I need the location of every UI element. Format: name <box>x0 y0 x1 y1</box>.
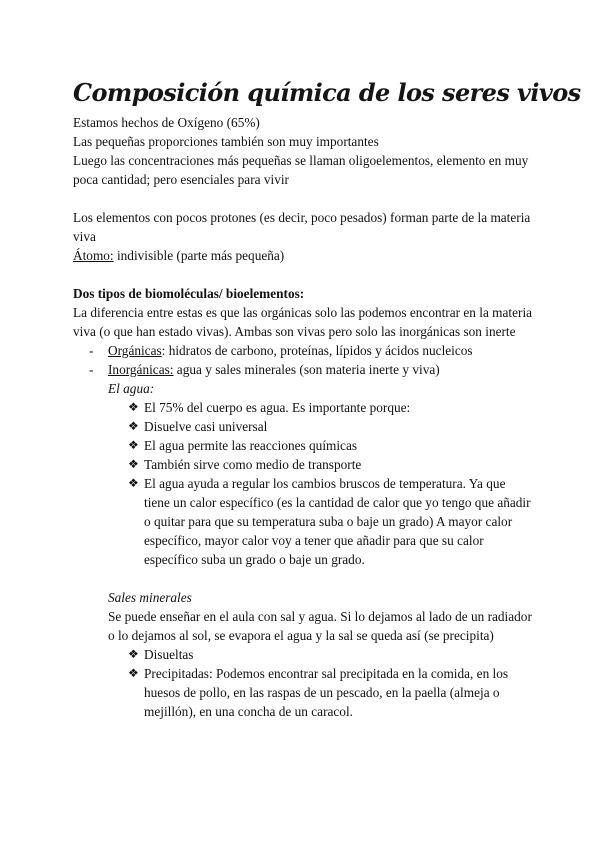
list-item: ❖ También sirve como medio de transporte <box>128 457 362 472</box>
organic-text: : hidratos de carbono, proteínas, lípidos y ácidos nucleicos <box>161 343 473 358</box>
document-page <box>73 78 581 721</box>
atom-definition <box>73 246 533 265</box>
biomolecules-heading: Dos tipos de biomoléculas/ bioelementos: <box>73 286 305 301</box>
salts-paragraph: Se puede enseñar en el aula con sal y agua. Si lo dejamos al lado de un radiador o lo dejamos al sol, se evapora el agua y la sal se queda así (se precipita) <box>108 609 532 643</box>
list-item: ❖ Precipitadas: Podemos encontrar sal precipitada en la comida, en los huesos de pollo, en las raspas de un pescado, en la paella (almeja o mejillón), en una concha de un caracol. <box>128 666 509 719</box>
intro-line-1: Estamos hechos de Oxígeno (65%) <box>73 115 260 130</box>
list-item: ❖ El agua ayuda a regular los cambios bruscos de temperatura. Ya que tiene un calor específico (es la cantidad de calor que yo tengo que añadir o quitar para que su temperatura suba o baje un grado) A mayor calor específico, mayor calor voy a tener que añadir para que su calor específico suba un grado o baje un grado. <box>128 476 531 567</box>
inorganic-text: agua y sales minerales (son materia inerte y viva) <box>173 362 440 377</box>
list-item-inorganic <box>89 360 533 379</box>
list-item: ❖ Disuelve casi universal <box>128 419 268 434</box>
list-item: ❖ El 75% del cuerpo es agua. Es importante porque: <box>128 400 411 415</box>
diamond-bullet-icon: ❖ <box>128 438 139 452</box>
intro-line-2: Las pequeñas proporciones también son muy importantes <box>73 134 379 149</box>
atom-text: indivisible (parte más pequeña) <box>113 248 285 263</box>
diamond-bullet-icon: ❖ <box>128 419 139 433</box>
spacer <box>73 569 533 588</box>
biomolecules-paragraph: La diferencia entre estas es que las orgánicas solo las podemos encontrar en la materia viva (o que han estado vivas). Ambas son vivas pero solo las inorgánicas son inerte <box>73 305 533 339</box>
list-item: ❖ Disueltas <box>128 647 194 662</box>
water-list <box>73 398 533 569</box>
biomolecule-types-list <box>73 341 533 379</box>
diamond-bullet-icon: ❖ <box>128 476 139 490</box>
salts-heading: Sales minerales <box>108 590 192 605</box>
salts-section <box>73 588 533 721</box>
intro-line-3: Luego las concentraciones más pequeñas se llaman oligoelementos, elemento en muy poca cantidad; pero esenciales para vivir <box>73 153 529 187</box>
page-title: Composición química de los seres vivos <box>73 78 581 107</box>
dash-marker: - <box>89 343 94 358</box>
list-item: ❖ El agua permite las reacciones químicas <box>128 438 358 453</box>
diamond-bullet-icon: ❖ <box>128 666 139 680</box>
water-heading: El agua: <box>108 381 155 396</box>
dash-marker: - <box>89 362 94 377</box>
salts-list <box>108 645 533 721</box>
list-item-organic <box>89 341 533 360</box>
organic-term: Orgánicas <box>108 343 162 358</box>
diamond-bullet-icon: ❖ <box>128 400 139 414</box>
diamond-bullet-icon: ❖ <box>128 647 139 661</box>
inorganic-term: Inorgánicas: <box>108 362 174 377</box>
spacer <box>73 189 533 208</box>
spacer <box>73 265 533 284</box>
diamond-bullet-icon: ❖ <box>128 457 139 471</box>
elements-paragraph: Los elementos con pocos protones (es decir, poco pesados) forman parte de la materia viva <box>73 210 531 244</box>
atom-term: Átomo: <box>73 248 114 263</box>
